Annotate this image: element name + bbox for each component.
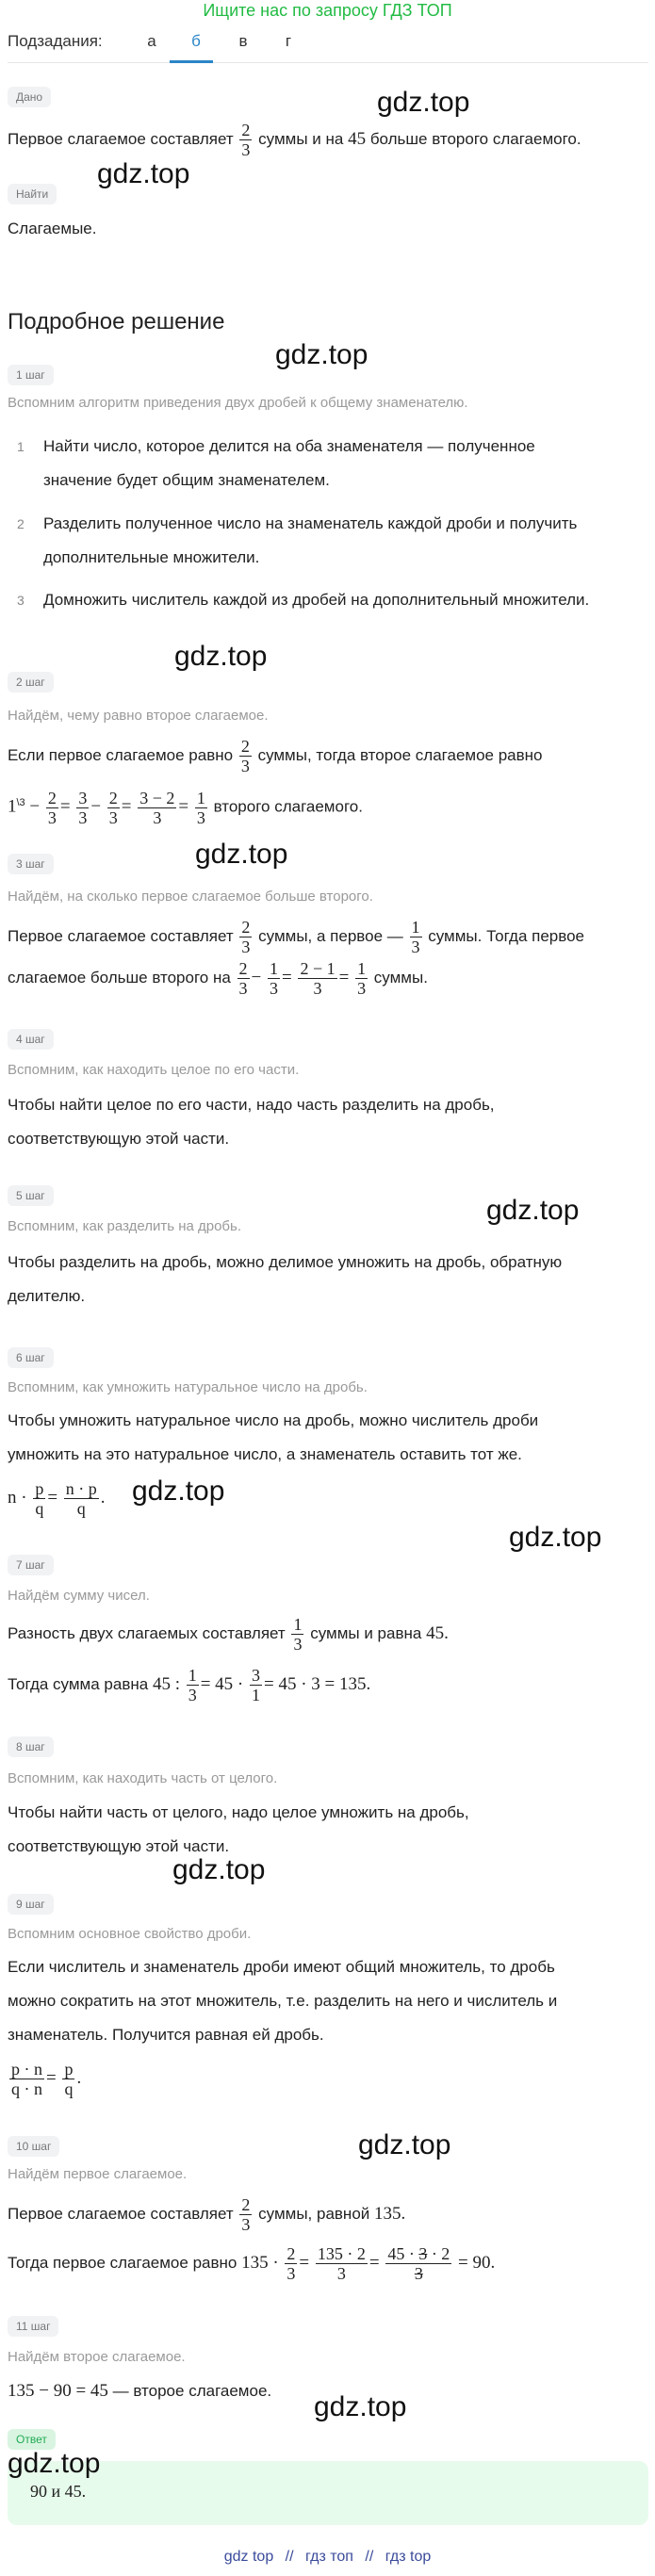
step-2-pill: 2 шаг — [8, 672, 54, 693]
given-pill: Дано — [8, 87, 51, 107]
answer-text: 90 и 45. — [30, 2482, 87, 2501]
step-3-formula: слагаемое больше второго на $\frac{2}{3}$ − $\frac{1}{3}$ = $\frac{2 - 1}{3}$ = $\frac{1}{3}$ суммы. — [8, 959, 428, 998]
step-2-text: Если первое слагаемое равно $\frac{2}{3}$ суммы, тогда второе слагаемое равно — [8, 737, 543, 775]
watermark: gdz.top — [314, 2391, 407, 2422]
watermark: gdz.top — [486, 1195, 580, 1226]
tab-v[interactable]: в — [238, 32, 248, 50]
active-tab-indicator — [170, 60, 213, 63]
step-3-text: Первое слагаемое составляет $\frac{2}{3}$ суммы, а первое — $\frac{1}{3}$ суммы. Тогда первое — [8, 918, 584, 956]
step-3-hint: Найдём, на сколько первое слагаемое больше второго. — [8, 889, 373, 905]
step-6-text: Чтобы умножить натуральное число на дробь, можно числитель дроби умножить на это натуральное число, а знаменатель оставить тот же. — [8, 1411, 539, 1463]
step-9-pill: 9 шаг — [8, 1894, 54, 1915]
solution-title: Подробное решение — [8, 309, 225, 334]
step-4-text: Чтобы найти целое по его части, надо часть разделить на дробь, соответствующую этой части. — [8, 1096, 495, 1148]
step-2-formula: $1^{\backslash 3}$ − $\frac{2}{3}$ = $\frac{3}{3}$ − $\frac{2}{3}$ = $\frac{3 - 2}{3}$ = $\frac{1}{3}$ второго слагаемого. — [8, 788, 363, 827]
step-7-pill: 7 шаг — [8, 1555, 54, 1575]
tab-a[interactable]: а — [147, 32, 156, 50]
tab-b[interactable]: б — [191, 32, 201, 50]
watermark: gdz.top — [377, 87, 470, 118]
step-11-pill: 11 шаг — [8, 2316, 58, 2337]
footer-separator: // — [365, 2549, 374, 2565]
step-5-pill: 5 шаг — [8, 1185, 54, 1206]
watermark: gdz.top — [8, 2448, 101, 2479]
watermark: gdz.top — [132, 1475, 225, 1507]
step-11-hint: Найдём второе слагаемое. — [8, 2349, 186, 2365]
watermark: gdz.top — [195, 839, 288, 870]
find-text: Слагаемые. — [8, 220, 97, 237]
step-2-hint: Найдём, чему равно второе слагаемое. — [8, 708, 269, 724]
step-7-hint: Найдём сумму чисел. — [8, 1588, 150, 1604]
given-text: Первое слагаемое составляет $\frac{2}{3}$ суммы и на 45 больше второго слагаемого. — [8, 121, 581, 159]
step-1-pill: 1 шаг — [8, 365, 54, 385]
step-11-text: 135 − 90 = 45 — второе слагаемое. — [8, 2381, 272, 2401]
step-4-pill: 4 шаг — [8, 1029, 54, 1050]
given-fraction: $\frac{2}{3}$ — [241, 121, 251, 159]
step-9-text: Если числитель и знаменатель дроби имеют общий множитель, то дробь можно сократить на этот множитель, т.е. разделить на него и числитель и знаменатель. Получится равная ей дробь. — [8, 1958, 558, 2044]
subtasks-label: Подзадания: — [8, 32, 103, 50]
subtask-tabs — [8, 28, 648, 62]
step-8-text: Чтобы найти часть от целого, надо целое умножить на дробь, соответствующую этой части. — [8, 1803, 469, 1855]
tabs-divider — [8, 62, 648, 63]
tab-g[interactable]: г — [285, 32, 292, 50]
watermark: gdz.top — [275, 339, 368, 370]
step-3-pill: 3 шаг — [8, 854, 54, 874]
step-6-formula: n · $\frac{p}{q}$ = $\frac{n \cdot p}{q}$ . — [8, 1479, 106, 1518]
step-10-text: Первое слагаемое составляет $\frac{2}{3}$ суммы, равной 135. — [8, 2195, 406, 2234]
step-9-formula: $\frac{p \cdot n}{q \cdot n}$ = $\frac{p}{q}$ . — [11, 2060, 82, 2098]
step-9-hint: Вспомним основное свойство дроби. — [8, 1926, 252, 1942]
footer-link[interactable]: гдз top — [385, 2549, 432, 2565]
step-5-hint: Вспомним, как разделить на дробь. — [8, 1218, 242, 1234]
find-pill: Найти — [8, 184, 57, 204]
step-4-hint: Вспомним, как находить целое по его части. — [8, 1062, 300, 1078]
watermark: gdz.top — [172, 1854, 266, 1885]
footer-separator: // — [285, 2549, 294, 2565]
watermark: gdz.top — [174, 641, 268, 672]
step-7-formula: Тогда сумма равна 45 : $\frac{1}{3}$ = 45 · $\frac{3}{1}$ = 45 · 3 = 135. — [8, 1666, 371, 1704]
watermark: gdz.top — [97, 158, 190, 189]
step-8-hint: Вспомним, как находить часть от целого. — [8, 1770, 278, 1786]
watermark: gdz.top — [509, 1522, 602, 1553]
footer-link[interactable]: гдз топ — [305, 2549, 353, 2565]
step-10-pill: 10 шаг — [8, 2136, 59, 2157]
watermark: gdz.top — [358, 2129, 451, 2160]
step-6-hint: Вспомним, как умножить натуральное число на дробь. — [8, 1379, 368, 1395]
answer-pill: Ответ — [8, 2429, 56, 2450]
step-7-text: Разность двух слагаемых составляет $\frac{1}{3}$ суммы и равна 45. — [8, 1615, 449, 1654]
step-10-hint: Найдём первое слагаемое. — [8, 2166, 188, 2182]
answer-box — [8, 2461, 648, 2525]
search-banner: Ищите нас по запросу ГДЗ ТОП — [203, 1, 452, 20]
footer-link[interactable]: gdz top — [223, 2549, 274, 2565]
step-1-hint: Вспомним алгоритм приведения двух дробей к общему знаменателю. — [8, 395, 468, 411]
step-8-pill: 8 шаг — [8, 1736, 54, 1757]
footer-links — [0, 2549, 655, 2566]
step-6-pill: 6 шаг — [8, 1347, 54, 1368]
step-5-text: Чтобы разделить на дробь, можно делимое умножить на дробь, обратную делителю. — [8, 1253, 563, 1305]
step-10-formula: Тогда первое слагаемое равно 135 · $\frac{2}{3}$ = $\frac{135 \cdot 2}{3}$ = $\frac{45 \cdot 3 \cdot 2}{3}$ = 90. — [8, 2244, 496, 2283]
